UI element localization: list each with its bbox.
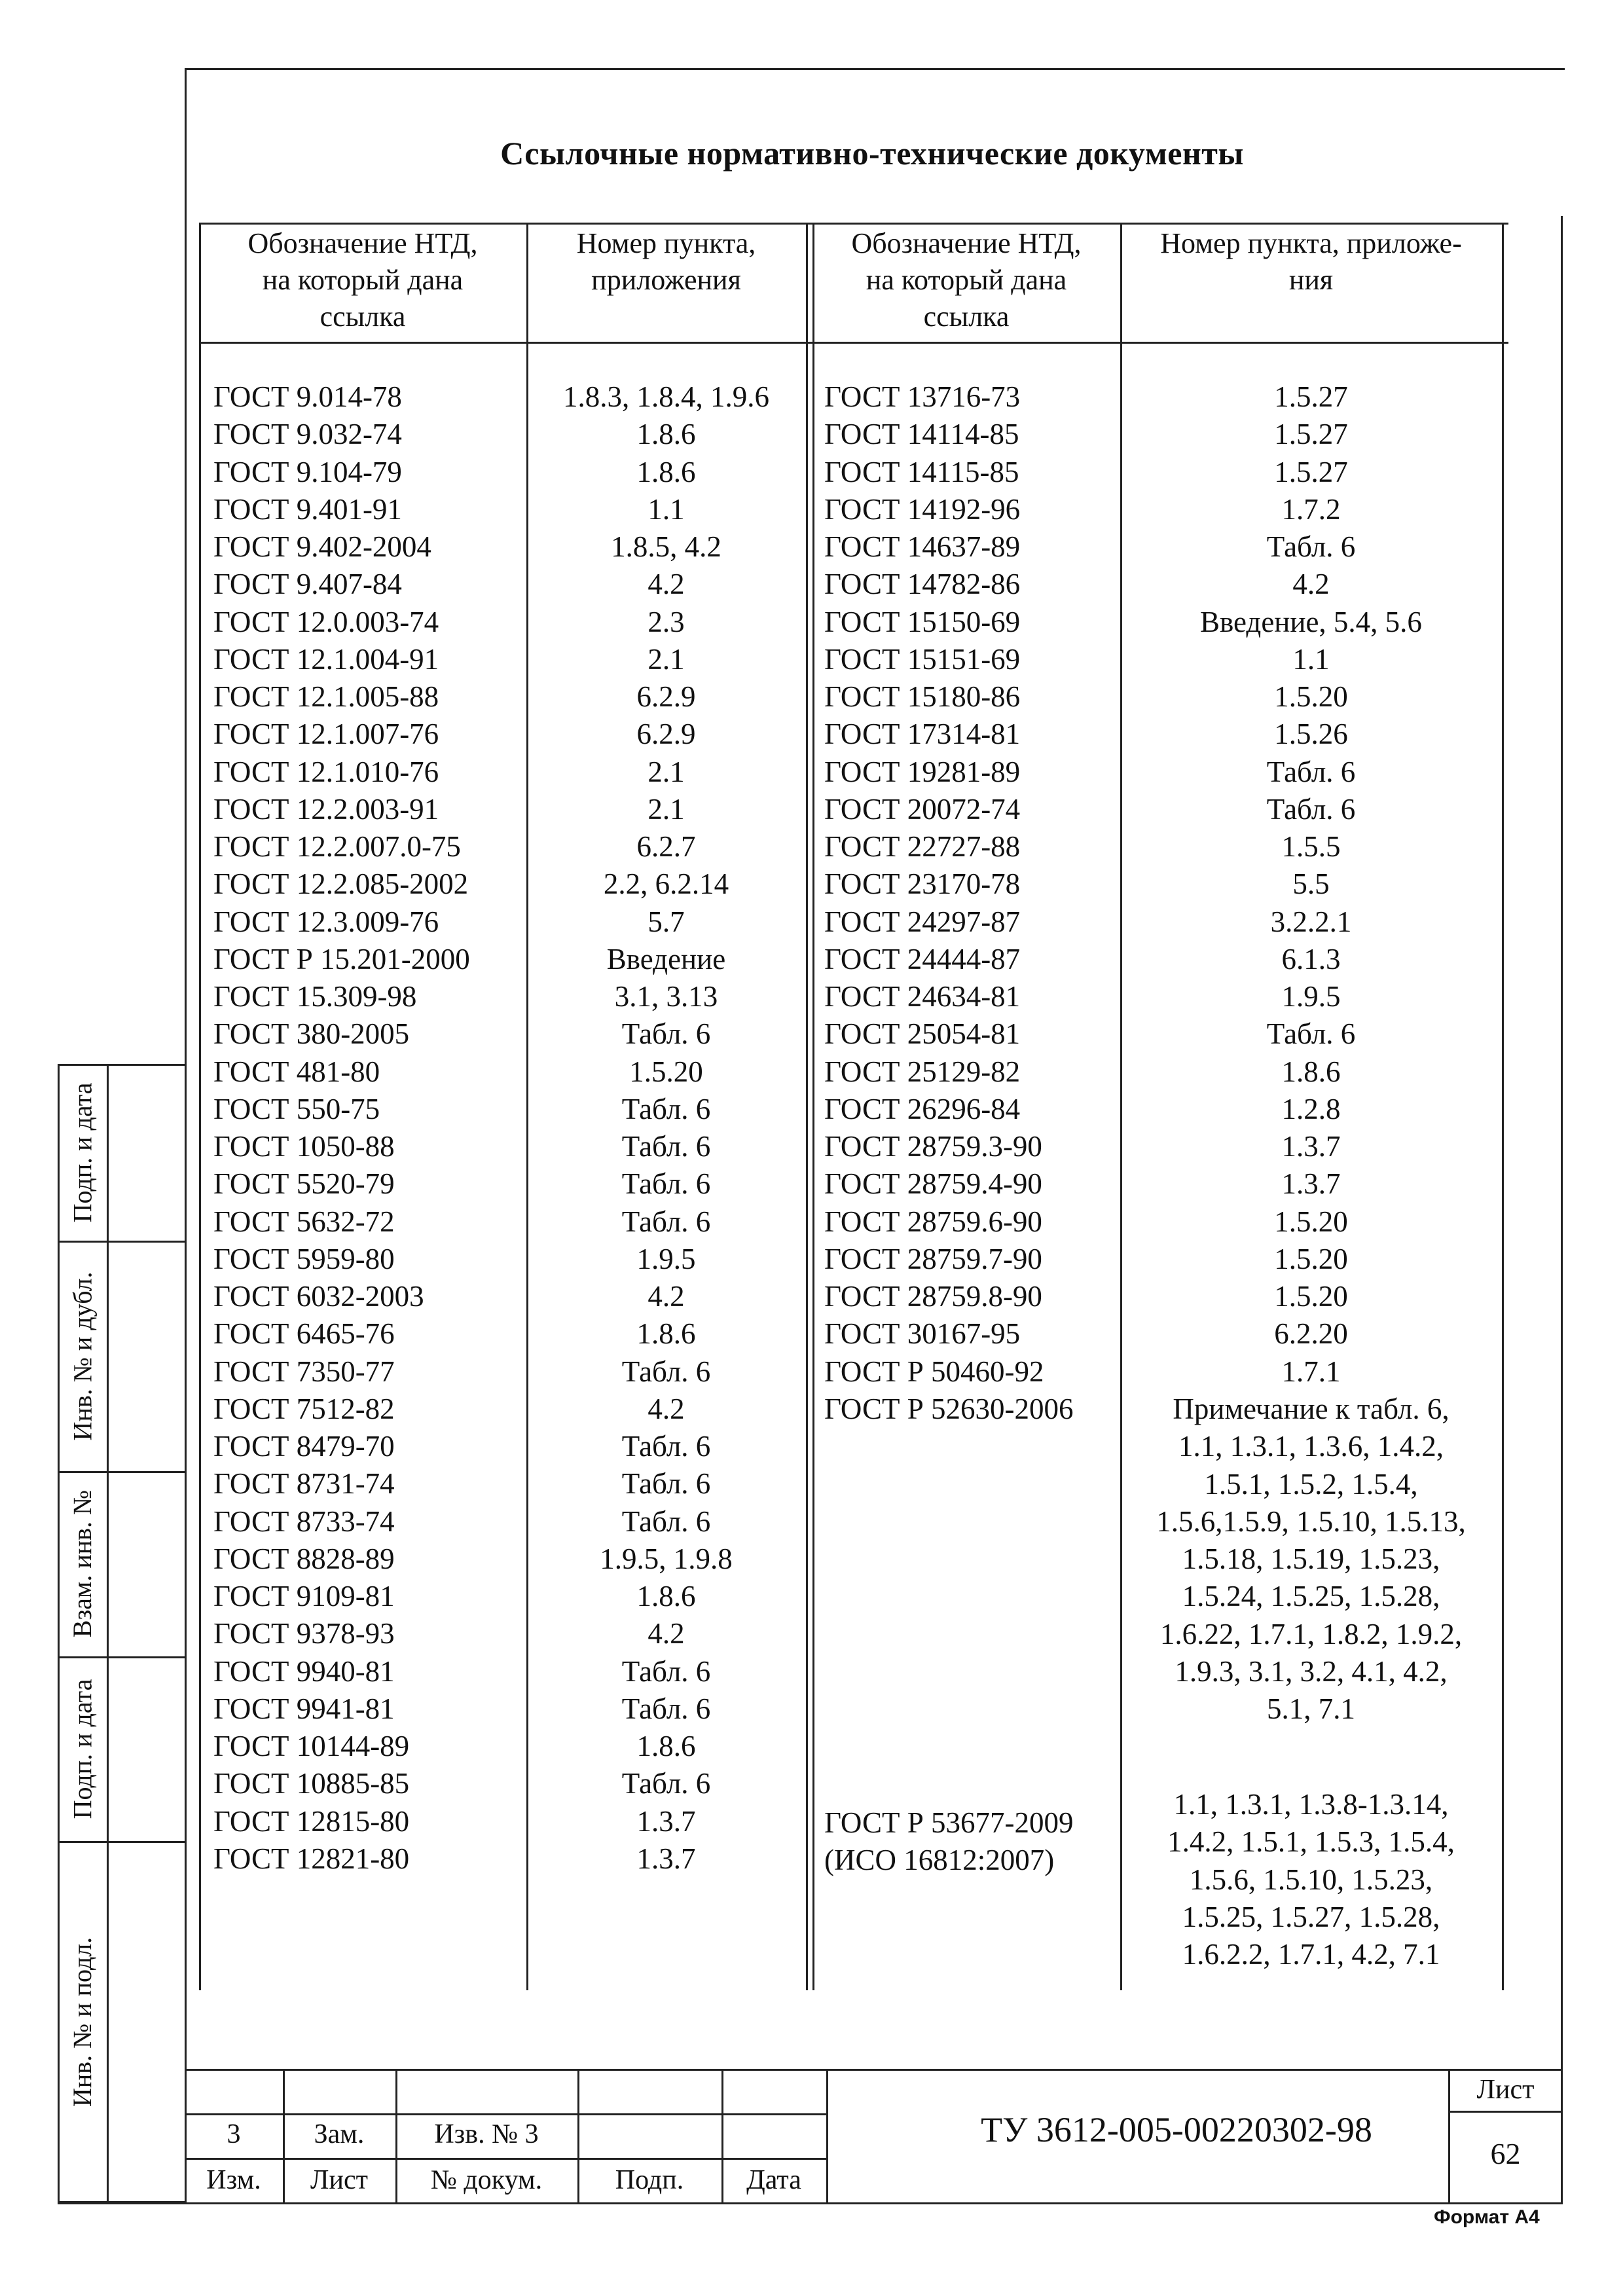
table-cell-doc: ГОСТ Р 52630-2006 xyxy=(824,1392,1074,1425)
table-divider-2 xyxy=(806,223,808,1990)
table-cell-doc: ГОСТ 6032-2003 xyxy=(213,1280,424,1313)
table-cell-item: 1.5.26 xyxy=(1274,718,1348,751)
table-cell-item: 1.5.27 xyxy=(1274,455,1348,488)
table-cell-item: Табл. 6 xyxy=(621,1017,711,1051)
table-cell-doc: ГОСТ 9.407-84 xyxy=(213,568,402,601)
document-code: ТУ 3612-005-00220302-98 xyxy=(981,2110,1372,2149)
table-cell-item: 1.7.1 xyxy=(1281,1355,1341,1388)
table-cell-item: 2.3 xyxy=(647,605,685,638)
right-item-column xyxy=(1120,378,1502,1391)
table-cell-doc: ГОСТ 25054-81 xyxy=(824,1017,1021,1051)
table-cell-doc: ГОСТ 15.309-98 xyxy=(213,980,417,1013)
table-cell-item: 1.5.20 xyxy=(629,1055,703,1088)
table-cell-item: 5.5 xyxy=(1292,867,1330,901)
table-cell-doc: ГОСТ Р 53677-2009 xyxy=(824,1806,1074,1839)
header-item-right: Номер пункта, приложе- ния xyxy=(1160,227,1462,296)
col-doc: № докум. xyxy=(430,2165,543,2195)
table-cell-item: 6.2.20 xyxy=(1274,1317,1348,1351)
table-cell-doc: ГОСТ 26296-84 xyxy=(824,1092,1021,1125)
col-podp: Подп. xyxy=(615,2165,684,2195)
table-cell-doc: ГОСТ 28759.4-90 xyxy=(824,1167,1042,1201)
table-cell-item: 1.6.2.2, 1.7.1, 4.2, 7.1 xyxy=(1182,1938,1440,1971)
table-border-left xyxy=(199,223,201,1990)
table-cell-item: 6.2.7 xyxy=(636,830,696,863)
references-table xyxy=(199,223,1508,1990)
table-cell-item: 1.5.20 xyxy=(1274,680,1348,713)
header-doc-right: Обозначение НТД, на который дана ссылка xyxy=(851,227,1082,333)
table-cell-doc: ГОСТ 15150-69 xyxy=(824,605,1021,638)
table-cell-item: 1.1, 1.3.1, 1.3.8-1.3.14, xyxy=(1173,1788,1449,1821)
table-cell-doc: ГОСТ 7512-82 xyxy=(213,1392,395,1425)
table-cell-item: 1.7.2 xyxy=(1281,492,1341,526)
table-cell-item: 2.1 xyxy=(647,642,685,676)
table-cell-item: 6.1.3 xyxy=(1281,942,1341,975)
table-cell-item: Табл. 6 xyxy=(621,1355,711,1388)
table-cell-item: Табл. 6 xyxy=(1266,530,1356,563)
table-cell-item: Табл. 6 xyxy=(621,1767,711,1800)
frame-right-line xyxy=(1561,216,1563,2204)
table-cell-doc: ГОСТ 12815-80 xyxy=(213,1804,410,1838)
table-cell-doc: ГОСТ Р 50460-92 xyxy=(824,1355,1044,1388)
table-cell-item: 1.1 xyxy=(1292,642,1330,676)
table-cell-item: 1.3.7 xyxy=(636,1842,696,1875)
table-cell-item: Табл. 6 xyxy=(621,1430,711,1463)
rev-doc: Изв. № 3 xyxy=(434,2119,539,2149)
right-doc-column xyxy=(824,378,1119,1428)
table-cell-item: 6.2.9 xyxy=(636,680,696,713)
table-cell-item: 1.3.7 xyxy=(1281,1130,1341,1163)
table-cell-item: 2.1 xyxy=(647,792,685,826)
table-cell-doc: ГОСТ 9940-81 xyxy=(213,1654,395,1688)
table-cell-doc: (ИСО 16812:2007) xyxy=(824,1844,1055,1877)
table-cell-item: 3.2.2.1 xyxy=(1270,905,1352,938)
table-cell-item: 1.8.6 xyxy=(636,455,696,488)
table-cell-doc: ГОСТ 12.1.007-76 xyxy=(213,718,439,751)
format-label: Формат А4 xyxy=(1434,2206,1540,2228)
table-cell-doc: ГОСТ 15180-86 xyxy=(824,680,1021,713)
table-cell-doc: ГОСТ Р 15.201-2000 xyxy=(213,942,470,975)
table-cell-item: Табл. 6 xyxy=(1266,1017,1356,1051)
left-item-column xyxy=(526,378,806,1878)
table-cell-doc: ГОСТ 30167-95 xyxy=(824,1317,1021,1351)
table-cell-item: 4.2 xyxy=(1292,568,1330,601)
table-cell-item: 3.1, 3.13 xyxy=(614,980,718,1013)
table-cell-doc: ГОСТ 12.1.005-88 xyxy=(213,680,439,713)
stamp-label-sign-date-1: Подп. и дата xyxy=(67,1082,98,1222)
table-cell-item: 1.1, 1.3.1, 1.3.6, 1.4.2, xyxy=(1178,1430,1444,1463)
table-cell-item: Табл. 6 xyxy=(621,1467,711,1501)
col-izm: Изм. xyxy=(206,2165,261,2195)
table-cell-doc: ГОСТ 5520-79 xyxy=(213,1167,395,1201)
table-cell-doc: ГОСТ 8479-70 xyxy=(213,1430,395,1463)
table-cell-doc: ГОСТ 12.2.085-2002 xyxy=(213,867,469,901)
gost-53677-doc xyxy=(824,1804,1119,1880)
table-cell-item: Табл. 6 xyxy=(621,1654,711,1688)
table-cell-doc: ГОСТ 23170-78 xyxy=(824,867,1021,901)
table-cell-doc: ГОСТ 20072-74 xyxy=(824,792,1021,826)
table-cell-doc: ГОСТ 10885-85 xyxy=(213,1767,410,1800)
rev-sheet: Зам. xyxy=(314,2119,365,2149)
table-cell-item: 1.5.20 xyxy=(1274,1280,1348,1313)
table-cell-doc: ГОСТ 550-75 xyxy=(213,1092,380,1125)
table-cell-item: 1.5.6,1.5.9, 1.5.10, 1.5.13, xyxy=(1156,1504,1466,1538)
table-cell-item: 1.3.7 xyxy=(1281,1167,1341,1201)
stamp-label-sign-date-2: Подп. и дата xyxy=(67,1679,98,1819)
table-cell-item: 2.2, 6.2.14 xyxy=(603,867,729,901)
col-data: Дата xyxy=(746,2165,801,2195)
table-cell-doc: ГОСТ 12821-80 xyxy=(213,1842,410,1875)
table-cell-item: 1.6.22, 1.7.1, 1.8.2, 1.9.2, xyxy=(1159,1617,1463,1650)
table-cell-item: 4.2 xyxy=(647,1392,685,1425)
stamp-label-inv-orig: Инв. № и подл. xyxy=(67,1937,98,2107)
table-cell-item: 1.8.6 xyxy=(636,1580,696,1613)
table-cell-item: 5.1, 7.1 xyxy=(1267,1692,1355,1725)
table-cell-doc: ГОСТ 28759.7-90 xyxy=(824,1242,1042,1275)
table-cell-item: 1.1 xyxy=(647,492,685,526)
table-cell-doc: ГОСТ 8733-74 xyxy=(213,1504,395,1538)
table-cell-doc: ГОСТ 28759.3-90 xyxy=(824,1130,1042,1163)
table-cell-doc: ГОСТ 481-80 xyxy=(213,1055,380,1088)
tb-line xyxy=(185,2158,826,2160)
table-cell-doc: ГОСТ 5632-72 xyxy=(213,1205,395,1238)
table-cell-item: Введение, 5.4, 5.6 xyxy=(1200,605,1422,638)
table-cell-doc: ГОСТ 9.402-2004 xyxy=(213,530,431,563)
table-cell-doc: ГОСТ 24444-87 xyxy=(824,942,1021,975)
table-cell-item: Табл. 6 xyxy=(621,1167,711,1201)
table-cell-doc: ГОСТ 12.1.010-76 xyxy=(213,755,439,788)
stamp-label-replace-inv: Взам. инв. № xyxy=(67,1489,98,1638)
table-cell-item: 1.9.5 xyxy=(1281,980,1341,1013)
table-cell-doc: ГОСТ 6465-76 xyxy=(213,1317,395,1351)
table-cell-doc: ГОСТ 14192-96 xyxy=(824,492,1021,526)
table-cell-item: 1.5.6, 1.5.10, 1.5.23, xyxy=(1189,1863,1433,1896)
tb-line xyxy=(185,2069,1563,2071)
table-cell-doc: ГОСТ 25129-82 xyxy=(824,1055,1021,1088)
table-cell-doc: ГОСТ 28759.8-90 xyxy=(824,1280,1042,1313)
margin-stamp xyxy=(58,1064,185,2203)
table-cell-doc: ГОСТ 9.032-74 xyxy=(213,418,402,451)
table-cell-item: 1.9.3, 3.1, 3.2, 4.1, 4.2, xyxy=(1175,1654,1448,1688)
table-cell-item: 2.1 xyxy=(647,755,685,788)
table-cell-item: Табл. 6 xyxy=(621,1504,711,1538)
table-cell-doc: ГОСТ 12.3.009-76 xyxy=(213,905,439,938)
table-cell-item: 4.2 xyxy=(647,1617,685,1650)
table-cell-doc: ГОСТ 12.2.003-91 xyxy=(213,792,439,826)
table-cell-doc: ГОСТ 7350-77 xyxy=(213,1355,395,1388)
table-cell-doc: ГОСТ 9941-81 xyxy=(213,1692,395,1725)
table-cell-item: 1.8.6 xyxy=(636,1730,696,1762)
stamp-label-inv-dup: Инв. № и дубл. xyxy=(67,1271,98,1440)
frame-left-line xyxy=(185,68,187,2204)
table-cell-item: Табл. 6 xyxy=(1266,792,1356,826)
table-cell-item: 1.5.27 xyxy=(1274,418,1348,451)
table-cell-doc: ГОСТ 9.401-91 xyxy=(213,492,402,526)
table-cell-doc: ГОСТ 9.104-79 xyxy=(213,455,402,488)
title-block xyxy=(185,2069,1563,2204)
table-cell-item: Табл. 6 xyxy=(621,1092,711,1125)
table-cell-item: 1.5.1, 1.5.2, 1.5.4, xyxy=(1204,1467,1418,1501)
table-cell-item: 6.2.9 xyxy=(636,718,696,751)
table-cell-doc: ГОСТ 9.014-78 xyxy=(213,380,402,413)
table-cell-doc: ГОСТ 13716-73 xyxy=(824,380,1021,413)
table-cell-item: 1.8.6 xyxy=(636,1317,696,1351)
table-header-bottom xyxy=(199,342,1508,344)
table-cell-doc: ГОСТ 5959-80 xyxy=(213,1242,395,1275)
table-cell-item: 1.4.2, 1.5.1, 1.5.3, 1.5.4, xyxy=(1167,1825,1455,1859)
tb-line xyxy=(826,2069,828,2204)
table-cell-item: Введение xyxy=(606,942,726,975)
table-cell-doc: ГОСТ 17314-81 xyxy=(824,718,1021,751)
table-cell-doc: ГОСТ 28759.6-90 xyxy=(824,1205,1042,1238)
table-cell-doc: ГОСТ 15151-69 xyxy=(824,642,1021,676)
table-cell-doc: ГОСТ 14115-85 xyxy=(824,455,1019,488)
table-cell-doc: ГОСТ 1050-88 xyxy=(213,1130,395,1163)
table-cell-doc: ГОСТ 19281-89 xyxy=(824,755,1021,788)
table-cell-doc: ГОСТ 24297-87 xyxy=(824,905,1021,938)
table-cell-item: Табл. 6 xyxy=(621,1205,711,1238)
sheet-number: 62 xyxy=(1490,2137,1521,2170)
table-cell-item: Табл. 6 xyxy=(621,1692,711,1725)
table-cell-doc: ГОСТ 9378-93 xyxy=(213,1617,395,1650)
table-cell-doc: ГОСТ 24634-81 xyxy=(824,980,1021,1013)
table-cell-doc: ГОСТ 10144-89 xyxy=(213,1730,410,1762)
table-cell-doc: ГОСТ 22727-88 xyxy=(824,830,1021,863)
table-divider-2b xyxy=(812,223,814,1990)
table-cell-item: 1.5.20 xyxy=(1274,1205,1348,1238)
table-cell-item: 1.8.3, 1.8.4, 1.9.6 xyxy=(563,380,769,413)
sheet-label: Лист xyxy=(1476,2075,1535,2105)
table-cell-doc: ГОСТ 14782-86 xyxy=(824,568,1021,601)
table-cell-item: Табл. 6 xyxy=(621,1130,711,1163)
table-cell-doc: ГОСТ 380-2005 xyxy=(213,1017,410,1051)
table-cell-item: 1.9.5 xyxy=(636,1242,696,1275)
table-cell-item: 1.5.5 xyxy=(1281,830,1341,863)
table-cell-item: 1.5.18, 1.5.19, 1.5.23, xyxy=(1182,1542,1440,1575)
page-title: Ссылочные нормативно-технические документы xyxy=(500,135,1244,172)
table-cell-item: 1.5.20 xyxy=(1274,1242,1348,1275)
table-cell-item: 1.5.27 xyxy=(1274,380,1348,413)
table-cell-item: 1.8.6 xyxy=(1281,1055,1341,1088)
table-cell-item: 1.5.24, 1.5.25, 1.5.28, xyxy=(1182,1580,1440,1613)
gost-53677-refs xyxy=(1120,1786,1502,1973)
table-cell-item: Табл. 6 xyxy=(1266,755,1356,788)
rev-number: 3 xyxy=(227,2119,241,2149)
table-cell-item: 5.7 xyxy=(647,905,685,938)
table-cell-doc: ГОСТ 14637-89 xyxy=(824,530,1021,563)
table-border-right xyxy=(1502,223,1504,1990)
table-cell-doc: ГОСТ 12.0.003-74 xyxy=(213,605,439,638)
table-cell-doc: ГОСТ 9109-81 xyxy=(213,1580,395,1613)
gost-52630-refs xyxy=(1120,1391,1502,1728)
table-cell-item: 1.9.5, 1.9.8 xyxy=(600,1542,733,1575)
table-cell-doc: ГОСТ 12.2.007.0-75 xyxy=(213,830,461,863)
frame-top-line xyxy=(185,68,1565,70)
table-cell-doc: ГОСТ 8828-89 xyxy=(213,1542,395,1575)
table-cell-item: 1.2.8 xyxy=(1281,1092,1341,1125)
table-cell-item: 1.5.25, 1.5.27, 1.5.28, xyxy=(1182,1900,1440,1933)
table-cell-item: 1.8.5, 4.2 xyxy=(611,530,721,563)
table-cell-item: 4.2 xyxy=(647,1280,685,1313)
table-cell-item: 1.3.7 xyxy=(636,1804,696,1838)
table-cell-doc: ГОСТ 12.1.004-91 xyxy=(213,642,439,676)
col-list: Лист xyxy=(310,2165,368,2195)
table-cell-item: 4.2 xyxy=(647,568,685,601)
table-cell-item: Примечание к табл. 6, xyxy=(1173,1393,1450,1425)
header-doc-left: Обозначение НТД, на который дана ссылка xyxy=(247,227,478,333)
table-cell-item: 1.8.6 xyxy=(636,418,696,451)
table-border-top xyxy=(199,223,1508,225)
left-doc-column xyxy=(213,378,521,1878)
table-cell-doc: ГОСТ 8731-74 xyxy=(213,1467,395,1501)
header-item-left: Номер пункта, приложения xyxy=(576,227,756,296)
table-cell-doc: ГОСТ 14114-85 xyxy=(824,418,1019,451)
stamp-divider xyxy=(107,1064,109,2203)
